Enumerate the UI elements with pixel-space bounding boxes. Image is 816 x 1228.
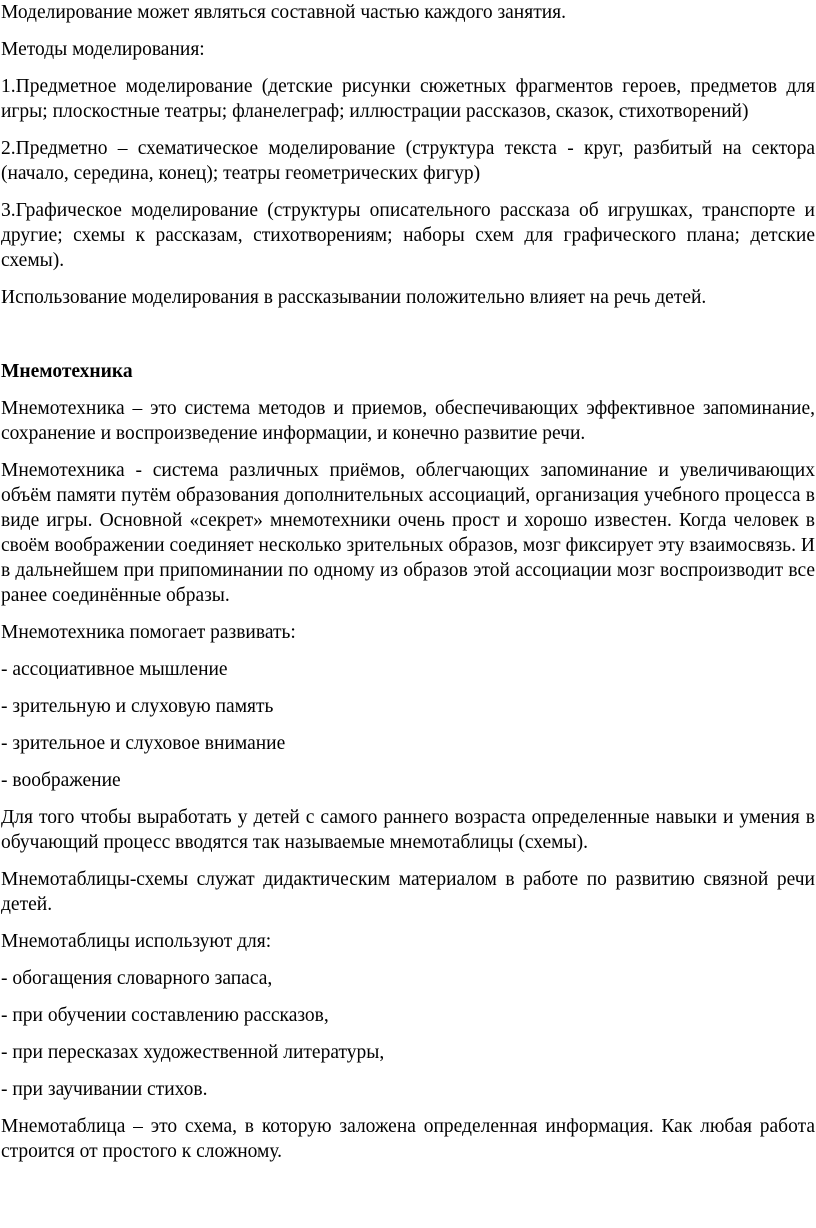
paragraph-method-2: 2.Предметно – схематическое моделирование (структура текста - круг, разбитый на сектора (начало, середина, конец); театры геометрических фигур) bbox=[1, 138, 815, 184]
paragraph-used-for-title: Мнемотаблицы используют для: bbox=[1, 931, 272, 952]
paragraph-mnemotable-definition: Мнемотаблица – это схема, в которую заложена определенная информация. Как любая работа строится от простого к сложному. bbox=[1, 1116, 815, 1162]
paragraph-develops-title: Мнемотехника помогает развивать: bbox=[1, 622, 296, 643]
paragraph-method-3: 3.Графическое моделирование (структуры описательного рассказа об игрушках, транспорте и другие; схемы к рассказам, стихотворениям; наборы схем для графического плана; детские схемы). bbox=[1, 200, 815, 271]
list-item: - обогащения словарного запаса, bbox=[1, 968, 273, 989]
paragraph-mnemotables-material: Мнемотаблицы-схемы служат дидактическим материалом в работе по развитию связной речи детей. bbox=[1, 869, 815, 915]
paragraph-modeling-effect: Использование моделирования в рассказывании положительно влияет на речь детей. bbox=[1, 287, 707, 308]
paragraph-intro: Моделирование может являться составной частью каждого занятия. bbox=[1, 2, 567, 23]
list-item: - воображение bbox=[1, 770, 121, 791]
blank-line bbox=[1, 322, 815, 359]
list-item: - зрительное и слуховое внимание bbox=[1, 733, 286, 754]
list-item: - при обучении составлению рассказов, bbox=[1, 1005, 329, 1026]
paragraph-methods-title: Методы моделирования: bbox=[1, 39, 205, 60]
list-item: - при заучивании стихов. bbox=[1, 1079, 208, 1100]
paragraph-mnemotables-intro: Для того чтобы выработать у детей с самого раннего возраста определенные навыки и умения в обучающий процесс вводятся так называемые мнемотаблицы (схемы). bbox=[1, 807, 815, 853]
list-item: - при пересказах художественной литературы, bbox=[1, 1042, 385, 1063]
list-item: - ассоциативное мышление bbox=[1, 659, 228, 680]
paragraph-method-1: 1.Предметное моделирование (детские рисунки сюжетных фрагментов героев, предметов для игры; плоскостные театры; фланелеграф; иллюстрации рассказов, сказок, стихотворений) bbox=[1, 76, 815, 122]
paragraph-mnemonics-definition: Мнемотехника – это система методов и приемов, обеспечивающих эффективное запоминание, сохранение и воспроизведение информации, и конечно развитие речи. bbox=[1, 398, 815, 444]
section-heading: Мнемотехника bbox=[1, 361, 133, 382]
list-item: - зрительную и слуховую память bbox=[1, 696, 274, 717]
paragraph-mnemonics-description: Мнемотехника - система различных приёмов, облегчающих запоминание и увеличивающих объём памяти путём образования дополнительных ассоциаций, организация учебного процесса в виде игры. Основной «секрет» мнемотехники очень прост и хорошо известен. Когда человек в своём воображении соединяет несколько зрительных образов, мозг фиксирует эту взаимосвязь. И в дальнейшем при припоминании по одному из образов этой ассоциации мозг воспроизводит все ранее соединённые образы. bbox=[1, 460, 815, 606]
